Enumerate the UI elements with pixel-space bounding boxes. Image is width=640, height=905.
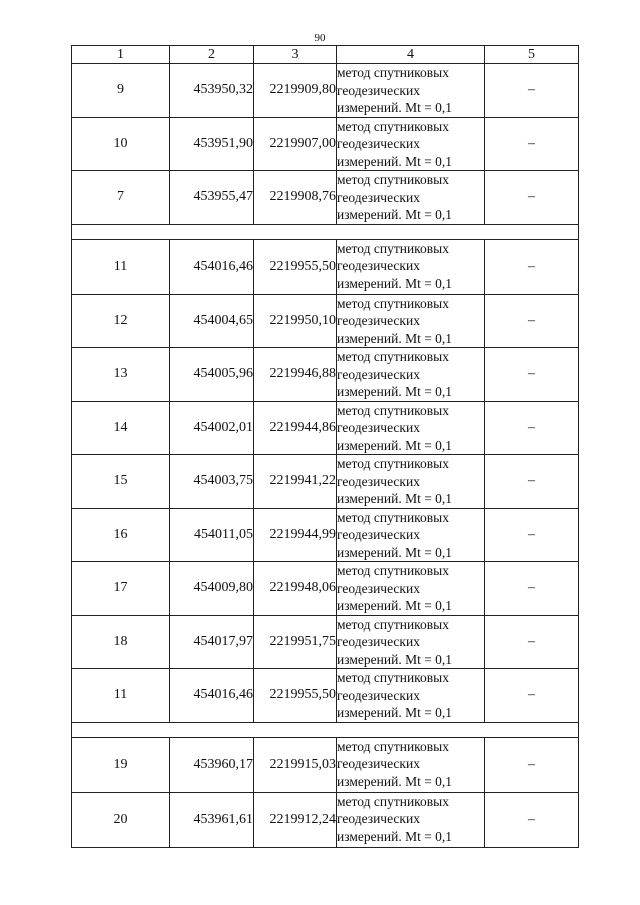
method-cell: метод спутниковых геодезических измерений. Mt = 0,1 <box>337 171 485 225</box>
point-number-cell: 16 <box>72 508 170 562</box>
note-cell: – <box>485 401 579 455</box>
column-header: 5 <box>485 46 579 64</box>
table-row <box>72 401 579 455</box>
y-coordinate-cell: 2219915,03 <box>254 737 337 792</box>
y-coordinate-cell: 2219946,88 <box>254 348 337 402</box>
group-separator-row <box>72 224 579 239</box>
y-coordinate-cell: 2219944,99 <box>254 508 337 562</box>
x-coordinate-cell: 454016,46 <box>170 239 254 294</box>
y-coordinate-cell: 2219950,10 <box>254 294 337 348</box>
table-row <box>72 615 579 669</box>
table-row <box>72 348 579 402</box>
table-row <box>72 562 579 616</box>
group-separator-cell <box>72 224 579 239</box>
point-number-cell: 9 <box>72 64 170 118</box>
method-cell: метод спутниковых геодезических измерений. Mt = 0,1 <box>337 239 485 294</box>
y-coordinate-cell: 2219941,22 <box>254 455 337 509</box>
table-row <box>72 294 579 348</box>
method-cell: метод спутниковых геодезических измерений. Mt = 0,1 <box>337 117 485 171</box>
method-cell: метод спутниковых геодезических измерений. Mt = 0,1 <box>337 401 485 455</box>
y-coordinate-cell: 2219944,86 <box>254 401 337 455</box>
table-row <box>72 669 579 723</box>
table-row <box>72 171 579 225</box>
point-number-cell: 7 <box>72 171 170 225</box>
point-number-cell: 13 <box>72 348 170 402</box>
table-row <box>72 737 579 792</box>
table-row <box>72 455 579 509</box>
column-header: 1 <box>72 46 170 64</box>
point-number-cell: 11 <box>72 669 170 723</box>
point-number-cell: 11 <box>72 239 170 294</box>
method-cell: метод спутниковых геодезических измерений. Mt = 0,1 <box>337 64 485 118</box>
method-cell: метод спутниковых геодезических измерений. Mt = 0,1 <box>337 455 485 509</box>
point-number-cell: 12 <box>72 294 170 348</box>
method-cell: метод спутниковых геодезических измерений. Mt = 0,1 <box>337 562 485 616</box>
column-header: 4 <box>337 46 485 64</box>
method-cell: метод спутниковых геодезических измерений. Mt = 0,1 <box>337 669 485 723</box>
x-coordinate-cell: 453960,17 <box>170 737 254 792</box>
point-number-cell: 10 <box>72 117 170 171</box>
point-number-cell: 17 <box>72 562 170 616</box>
point-number-cell: 20 <box>72 792 170 847</box>
method-cell: метод спутниковых геодезических измерений. Mt = 0,1 <box>337 615 485 669</box>
note-cell: – <box>485 348 579 402</box>
x-coordinate-cell: 453950,32 <box>170 64 254 118</box>
method-cell: метод спутниковых геодезических измерений. Mt = 0,1 <box>337 508 485 562</box>
point-number-cell: 14 <box>72 401 170 455</box>
column-header: 3 <box>254 46 337 64</box>
x-coordinate-cell: 453961,61 <box>170 792 254 847</box>
x-coordinate-cell: 454005,96 <box>170 348 254 402</box>
y-coordinate-cell: 2219908,76 <box>254 171 337 225</box>
x-coordinate-cell: 453951,90 <box>170 117 254 171</box>
note-cell: – <box>485 562 579 616</box>
table-body <box>72 64 579 848</box>
y-coordinate-cell: 2219907,00 <box>254 117 337 171</box>
x-coordinate-cell: 454017,97 <box>170 615 254 669</box>
method-cell: метод спутниковых геодезических измерений. Mt = 0,1 <box>337 737 485 792</box>
note-cell: – <box>485 508 579 562</box>
x-coordinate-cell: 454003,75 <box>170 455 254 509</box>
note-cell: – <box>485 239 579 294</box>
coordinates-table <box>71 45 579 848</box>
table-row <box>72 239 579 294</box>
point-number-cell: 19 <box>72 737 170 792</box>
note-cell: – <box>485 615 579 669</box>
table-row <box>72 508 579 562</box>
point-number-cell: 15 <box>72 455 170 509</box>
column-header: 2 <box>170 46 254 64</box>
note-cell: – <box>485 669 579 723</box>
table-row <box>72 117 579 171</box>
table-row <box>72 792 579 847</box>
y-coordinate-cell: 2219955,50 <box>254 239 337 294</box>
method-cell: метод спутниковых геодезических измерений. Mt = 0,1 <box>337 792 485 847</box>
x-coordinate-cell: 454004,65 <box>170 294 254 348</box>
x-coordinate-cell: 454002,01 <box>170 401 254 455</box>
note-cell: – <box>485 117 579 171</box>
table-header-row <box>72 46 579 64</box>
y-coordinate-cell: 2219912,24 <box>254 792 337 847</box>
note-cell: – <box>485 171 579 225</box>
y-coordinate-cell: 2219951,75 <box>254 615 337 669</box>
y-coordinate-cell: 2219909,80 <box>254 64 337 118</box>
y-coordinate-cell: 2219948,06 <box>254 562 337 616</box>
x-coordinate-cell: 453955,47 <box>170 171 254 225</box>
method-cell: метод спутниковых геодезических измерений. Mt = 0,1 <box>337 348 485 402</box>
x-coordinate-cell: 454016,46 <box>170 669 254 723</box>
x-coordinate-cell: 454011,05 <box>170 508 254 562</box>
page-number: 90 <box>314 32 326 44</box>
table-row <box>72 64 579 118</box>
group-separator-cell <box>72 722 579 737</box>
note-cell: – <box>485 737 579 792</box>
group-separator-row <box>72 722 579 737</box>
y-coordinate-cell: 2219955,50 <box>254 669 337 723</box>
x-coordinate-cell: 454009,80 <box>170 562 254 616</box>
note-cell: – <box>485 792 579 847</box>
note-cell: – <box>485 64 579 118</box>
note-cell: – <box>485 294 579 348</box>
method-cell: метод спутниковых геодезических измерений. Mt = 0,1 <box>337 294 485 348</box>
point-number-cell: 18 <box>72 615 170 669</box>
note-cell: – <box>485 455 579 509</box>
